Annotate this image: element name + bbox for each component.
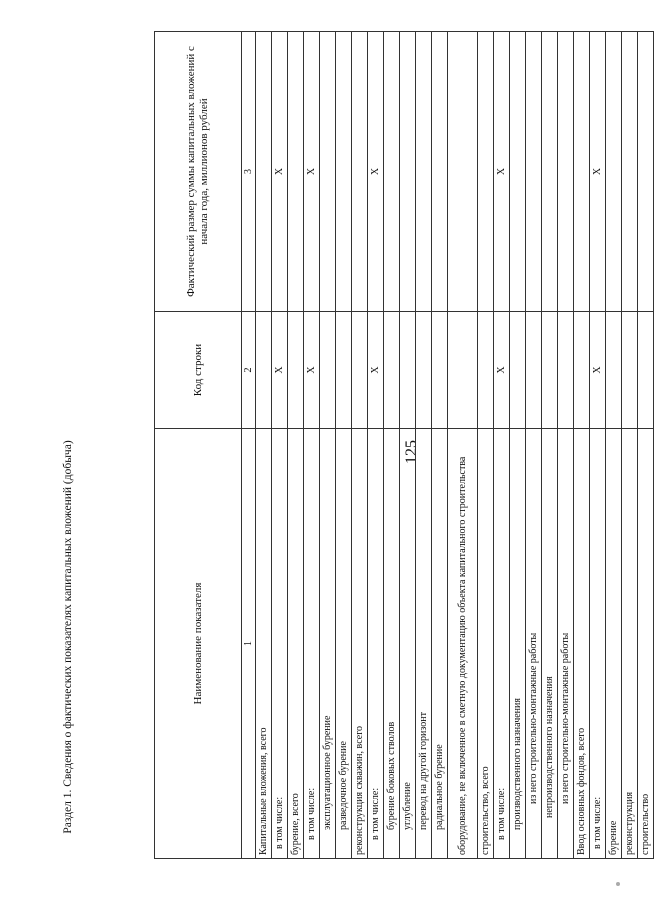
indicator-name: бурение боковых стволов [384, 429, 400, 859]
indicator-name: бурение, всего [288, 429, 304, 859]
table-row [304, 32, 320, 859]
amount-cell [400, 32, 416, 312]
table-row [494, 32, 510, 859]
table-row [606, 32, 622, 859]
table-row [368, 32, 384, 859]
column-number: 3 [242, 32, 256, 312]
indicator-name: в том числе: [304, 429, 320, 859]
indicator-name: строительство [638, 429, 654, 859]
row-code [638, 312, 654, 429]
row-code [606, 312, 622, 429]
amount-cell [510, 32, 526, 312]
amount-cell [336, 32, 352, 312]
row-code [510, 312, 526, 429]
indicator-name: Капитальные вложения, всего [256, 429, 272, 859]
row-code: X [368, 312, 384, 429]
table-row [558, 32, 574, 859]
indicator-name: Ввод основных фондов, всего [574, 429, 590, 859]
table-row [432, 32, 448, 859]
table-row [590, 32, 606, 859]
table-row [622, 32, 638, 859]
amount-cell [320, 32, 336, 312]
table-row [256, 32, 272, 859]
amount-cell [574, 32, 590, 312]
amount-cell [448, 32, 478, 312]
amount-cell [638, 32, 654, 312]
amount-cell [384, 32, 400, 312]
table-row [416, 32, 432, 859]
row-code: X [304, 312, 320, 429]
row-code [336, 312, 352, 429]
table-row [272, 32, 288, 859]
amount-cell [478, 32, 494, 312]
table-row [542, 32, 558, 859]
indicator-name: в том числе: [494, 429, 510, 859]
table-row [526, 32, 542, 859]
indicator-name: строительство, всего [478, 429, 494, 859]
amount-cell: X [272, 32, 288, 312]
amount-cell [416, 32, 432, 312]
row-code: X [272, 312, 288, 429]
header-indicator-name: Наименование показателя [155, 429, 242, 859]
row-code [416, 312, 432, 429]
amount-cell [432, 32, 448, 312]
table-row [478, 32, 494, 859]
indicator-name: из него строительно-монтажные работы [526, 429, 542, 859]
row-code [574, 312, 590, 429]
row-code [526, 312, 542, 429]
row-code: X [590, 312, 606, 429]
row-code [288, 312, 304, 429]
indicators-table-container [154, 32, 651, 859]
table-row [352, 32, 368, 859]
row-code [256, 312, 272, 429]
header-actual-amount: Фактический размер суммы капитальных вложений с начала года, миллионов рублей [155, 32, 242, 312]
amount-cell: X [304, 32, 320, 312]
table-row [400, 32, 416, 859]
row-code [448, 312, 478, 429]
indicator-name: производственного назначения [510, 429, 526, 859]
section-title: Раздел 1. Сведения о фактических показателях капитальных вложений (добыча) [62, 440, 74, 834]
indicator-name: радиальное бурение [432, 429, 448, 859]
table-row [574, 32, 590, 859]
amount-cell: X [494, 32, 510, 312]
row-code [432, 312, 448, 429]
table-row [638, 32, 654, 859]
amount-cell [542, 32, 558, 312]
table-row [336, 32, 352, 859]
amount-cell [256, 32, 272, 312]
amount-cell [606, 32, 622, 312]
row-code [400, 312, 416, 429]
amount-cell [288, 32, 304, 312]
indicator-name: в том числе: [368, 429, 384, 859]
page-number: 125 [403, 440, 420, 464]
indicator-name: реконструкция [622, 429, 638, 859]
table-header-row [155, 32, 242, 859]
column-number: 2 [242, 312, 256, 429]
indicator-name: реконструкция скважин, всего [352, 429, 368, 859]
row-code [384, 312, 400, 429]
table-row [320, 32, 336, 859]
row-code [542, 312, 558, 429]
row-code [478, 312, 494, 429]
indicator-name: в том числе: [272, 429, 288, 859]
scan-mark [616, 882, 620, 886]
indicator-name: из него строительно-монтажные работы [558, 429, 574, 859]
row-code [352, 312, 368, 429]
row-code: X [494, 312, 510, 429]
table-row [384, 32, 400, 859]
amount-cell [352, 32, 368, 312]
row-code [622, 312, 638, 429]
table-row [288, 32, 304, 859]
indicator-name: эксплуатационное бурение [320, 429, 336, 859]
amount-cell [558, 32, 574, 312]
column-number: 1 [242, 429, 256, 859]
row-code [558, 312, 574, 429]
indicator-name: разведочное бурение [336, 429, 352, 859]
amount-cell: X [368, 32, 384, 312]
table-row [448, 32, 478, 859]
indicator-name: перевод на другой горизонт [416, 429, 432, 859]
amount-cell [526, 32, 542, 312]
amount-cell: X [590, 32, 606, 312]
capital-investment-table [154, 31, 654, 859]
indicator-name: углубление [400, 429, 416, 859]
table-row [510, 32, 526, 859]
amount-cell [622, 32, 638, 312]
column-numbers-row [242, 32, 256, 859]
row-code [320, 312, 336, 429]
indicator-name: оборудование, не включенное в сметную документацию объекта капитального строительства [448, 429, 478, 859]
indicator-name: в том числе: [590, 429, 606, 859]
header-row-code: Код строки [155, 312, 242, 429]
indicator-name: бурение [606, 429, 622, 859]
indicator-name: непроизводственного назначения [542, 429, 558, 859]
